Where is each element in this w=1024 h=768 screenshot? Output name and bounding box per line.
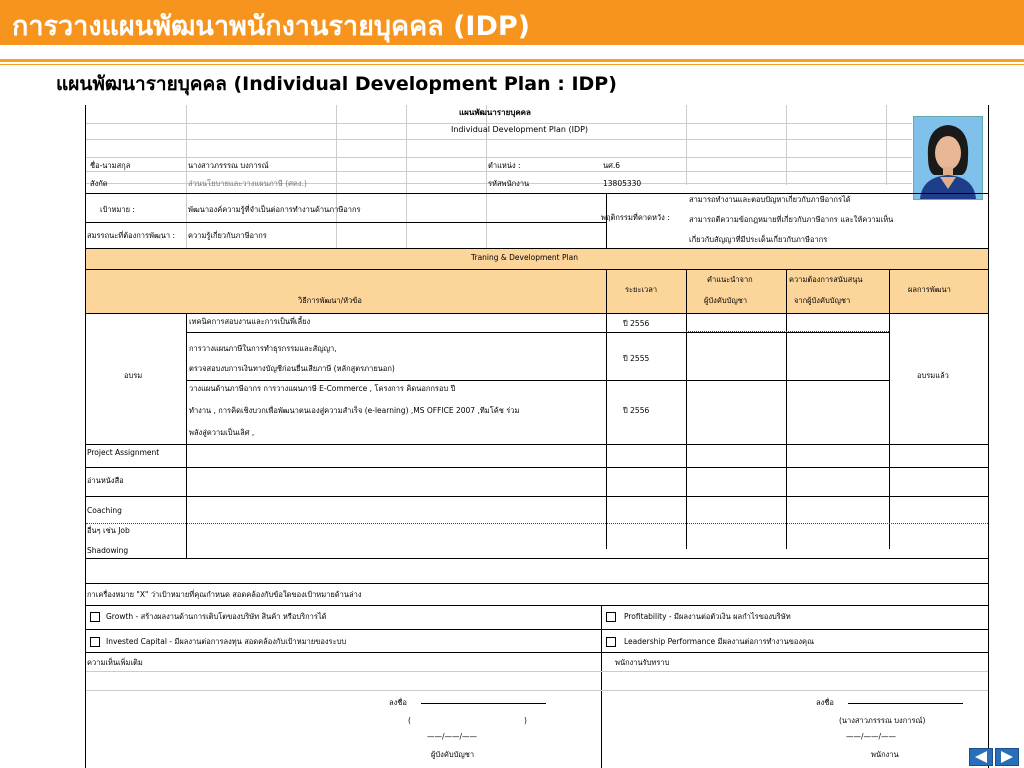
header-banner — [0, 0, 1024, 45]
name-label: ชื่อ-นามสกุล — [90, 161, 131, 170]
training-item-3-date: ปี 2556 — [623, 406, 650, 415]
employee-date: ——/——/—— — [846, 732, 897, 741]
objective-checkbox-growth[interactable] — [90, 612, 100, 622]
training-item-2-line-1: การวางแผนภาษีในการทำธุรกรรมและสัญญา, — [189, 344, 337, 353]
training-result: อบรมแล้ว — [917, 371, 949, 380]
goal-label: เป้าหมาย : — [100, 205, 135, 214]
objective-growth: Growth - สร้างผลงานด้านการเติบโตของบริษัท สินค้า หรือบริการได้ — [106, 612, 327, 621]
goal-value: พัฒนาองค์ความรู้ที่จำเป็นต่อการทำงานด้านภาษีอากร — [188, 205, 361, 214]
form-title-th: แผนพัฒนารายบุคคล — [459, 108, 531, 117]
idp-form — [85, 105, 989, 768]
employee-photo — [913, 116, 983, 200]
section-title: Traning & Development Plan — [471, 253, 578, 262]
employee-id-label: รหัสพนักงาน — [488, 179, 530, 188]
objective-invested-capital: Invested Capital - มีผลงานต่อการลงทุน สอดคล้องกับเป้าหมายของระบบ — [106, 637, 347, 646]
unit-value: ส่วนนโยบายและวางแผนภาษี (ศคง.) — [188, 179, 307, 188]
col-advice-1: คำแนะนำจาก — [707, 275, 753, 284]
behavior-line-1: สามารถทำงานและตอบปัญหาเกี่ยวกับภาษีอากรได้ — [689, 195, 851, 204]
objective-leadership: Leadership Performance มีผลงานต่อการทำงานของคุณ — [624, 637, 815, 646]
supervisor-label: ผู้บังคับบัญชา — [431, 750, 475, 759]
training-item-1: เทคนิคการสอบงานและการเป็นพี่เลี้ยง — [189, 317, 311, 326]
prev-slide-button[interactable] — [969, 748, 993, 766]
col-support-1: ความต้องการสนับสนุน — [789, 275, 863, 284]
supervisor-sign-label: ลงชื่อ — [389, 698, 407, 707]
competency-value: ความรู้เกี่ยวกับภาษีอากร — [188, 231, 267, 240]
triangle-left-icon — [970, 749, 992, 765]
col-result: ผลการพัฒนา — [908, 285, 951, 294]
supervisor-paren-close: ) — [524, 716, 527, 725]
behavior-line-3: เกี่ยวกับสัญญาที่มีประเด็นเกี่ยวกับภาษีอากร — [689, 235, 828, 244]
method-project-assignment: Project Assignment — [87, 448, 160, 457]
ack-label: พนักงานรับทราบ — [615, 658, 670, 667]
page-subtitle: แผนพัฒนารายบุคคล (Individual Development Plan : IDP) — [56, 73, 617, 95]
training-item-3-line-2: ทำงาน , การคิดเชิงบวกเพื่อพัฒนาตนเองสู่ความสำเร็จ (e-learning) ,MS OFFICE 2007 ,ทีมโค้ช ร่วม — [189, 406, 520, 415]
position-value: นศ.6 — [603, 161, 621, 170]
name-value: นางสาวภรรรณ บงการณ์ — [188, 161, 269, 170]
employee-sign-label: ลงชื่อ — [816, 698, 834, 707]
training-item-2-line-2: ตรวจสอบงบการเงินทางบัญชีก่อนยื่นเสียภาษี (หลักสูตรภายนอก) — [189, 364, 395, 373]
position-label: ตำแหน่ง : — [488, 161, 521, 170]
supervisor-date: ——/——/—— — [427, 732, 478, 741]
objective-checkbox-leadership[interactable] — [606, 637, 616, 647]
comments-label: ความเห็นเพิ่มเติม — [87, 658, 143, 667]
col-method: วิธีการพัฒนา/หัวข้อ — [298, 296, 362, 305]
header-rule — [0, 59, 1024, 62]
method-other: อื่นๆ เช่น Job — [87, 526, 130, 535]
training-item-3-line-3: พลังสู่ความเป็นเลิศ , — [189, 428, 255, 437]
method-shadowing: Shadowing — [87, 546, 129, 555]
col-date: ระยะเวลา — [625, 285, 658, 294]
objective-checkbox-invested-capital[interactable] — [90, 637, 100, 647]
portrait-image — [914, 117, 982, 199]
training-item-2-date: ปี 2555 — [623, 354, 650, 363]
triangle-right-icon — [996, 749, 1018, 765]
objective-profitability: Profitability - มีผลงานต่อตัวเงิน ผลกำไรของบริษัท — [624, 612, 791, 621]
employee-id-value: 13805330 — [603, 179, 642, 188]
method-reading: อ่านหนังสือ — [87, 476, 124, 485]
col-support-2: จากผู้บังคับบัญชา — [794, 296, 851, 305]
objective-checkbox-profitability[interactable] — [606, 612, 616, 622]
competency-label: สมรรถนะที่ต้องการพัฒนา : — [87, 231, 176, 240]
method-coaching: Coaching — [87, 506, 122, 515]
unit-label: สังกัด — [90, 179, 108, 188]
training-label: อบรม — [124, 371, 143, 380]
supervisor-paren-open: ( — [408, 716, 411, 725]
header-rule-thin — [0, 64, 1024, 65]
next-slide-button[interactable] — [995, 748, 1019, 766]
objective-note: กาเครื่องหมาย "X" ว่าเป้าหมายที่คุณกำหนด สอดคล้องกับข้อใดของเป้าหมายด้านล่าง — [87, 590, 362, 599]
training-item-3-line-1: วางแผนด้านภาษีอากร การวางแผนภาษี E-Commerce , โครงการ คิดนอกกรอบ ปี — [189, 384, 456, 393]
behavior-line-2: สามารถตีความข้อกฎหมายที่เกี่ยวกับภาษีอากร และให้ความเห็น — [689, 215, 894, 224]
employee-label: พนักงาน — [871, 750, 899, 759]
employee-sign-name: (นางสาวภรรรณ บงการณ์) — [839, 716, 926, 725]
banner-title: การวางแผนพัฒนาพนักงานรายบุคคล (IDP) — [12, 11, 531, 42]
training-item-1-date: ปี 2556 — [623, 319, 650, 328]
col-advice-2: ผู้บังคับบัญชา — [704, 296, 748, 305]
behavior-label: พฤติกรรมที่คาดหวัง : — [601, 213, 670, 222]
form-title-en: Individual Development Plan (IDP) — [451, 125, 589, 134]
